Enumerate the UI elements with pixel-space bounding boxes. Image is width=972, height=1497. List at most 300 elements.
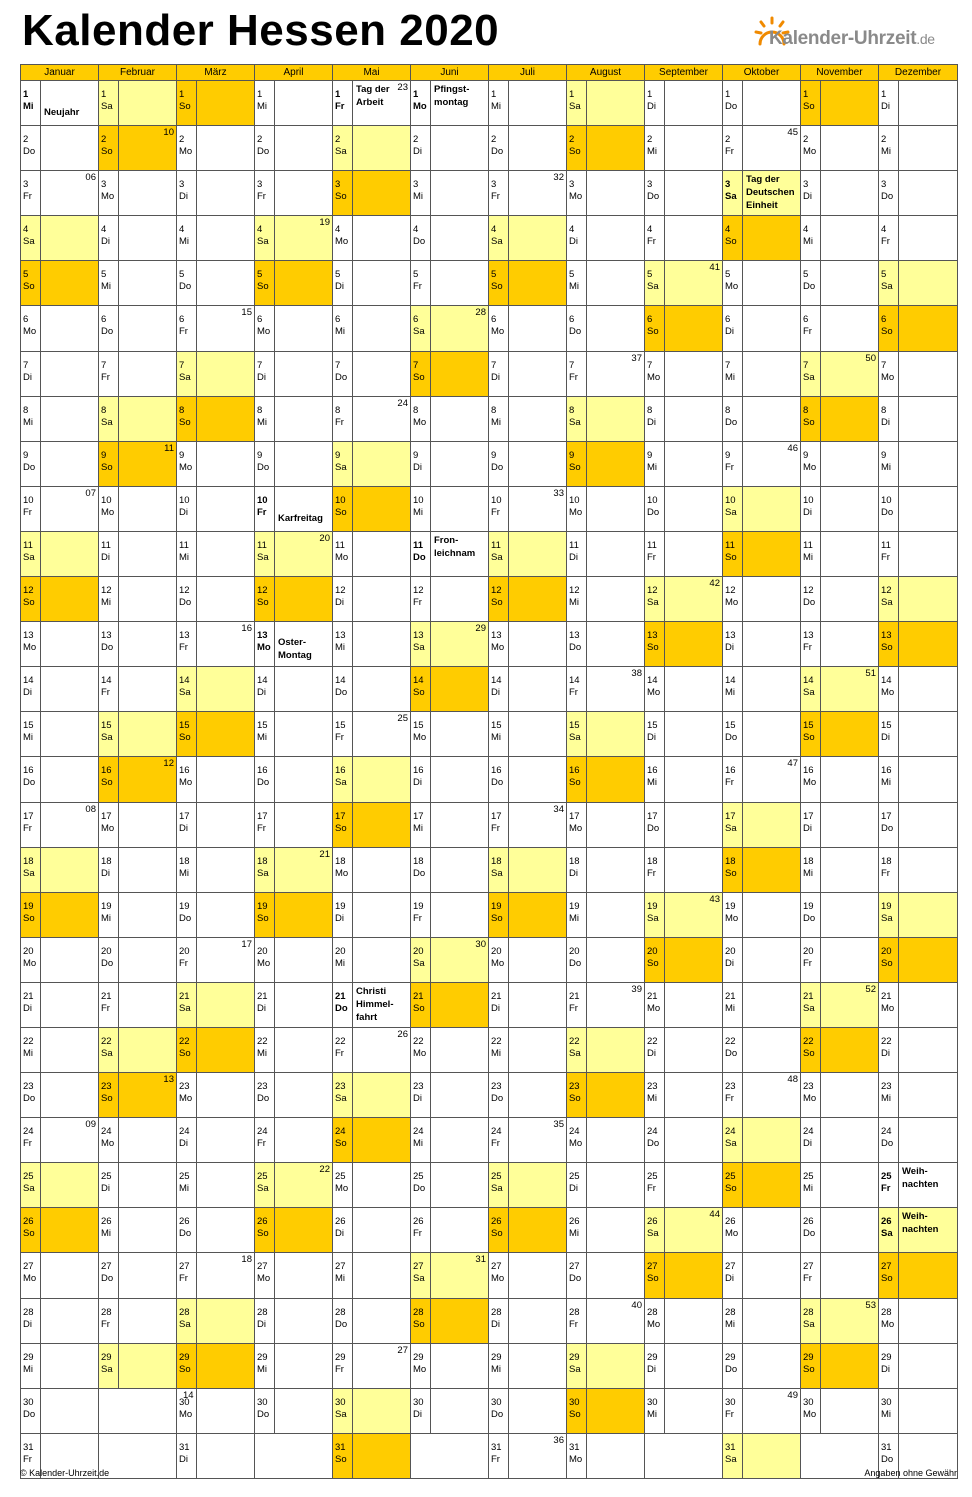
week-number: 37	[631, 352, 642, 364]
day-number: 20	[491, 945, 502, 957]
week-number: 44	[709, 1209, 720, 1221]
weekday-label: Do	[23, 461, 36, 473]
day-number: 7	[335, 359, 341, 371]
weekday-label: Fr	[413, 1228, 422, 1240]
day-number: 9	[725, 449, 731, 461]
day-number: 19	[413, 900, 424, 912]
day-cell	[255, 1433, 333, 1478]
day-cell	[411, 1163, 489, 1208]
weekday-label: Fr	[881, 867, 890, 879]
day-cell	[879, 441, 958, 486]
day-number: 4	[413, 224, 419, 236]
month-header: November	[801, 65, 879, 81]
day-cell	[21, 261, 99, 306]
day-number: 23	[179, 1081, 190, 1093]
day-number: 3	[257, 179, 263, 191]
day-cell	[177, 1343, 255, 1388]
day-cell	[177, 126, 255, 171]
day-cell	[723, 622, 801, 667]
day-number: 5	[803, 269, 809, 281]
day-cell	[255, 622, 333, 667]
day-number: 5	[725, 269, 731, 281]
day-number: 22	[179, 1035, 190, 1047]
day-cell	[801, 1118, 879, 1163]
day-number: 29	[335, 1351, 346, 1363]
day-number: 10	[881, 494, 892, 506]
holiday-name: Karfreitag	[278, 512, 323, 524]
day-cell	[21, 171, 99, 216]
weekday-label: Fr	[491, 822, 500, 834]
weekday-label: Mi	[179, 551, 190, 563]
day-number: 13	[491, 630, 502, 642]
weekday-label: Fr	[335, 101, 345, 112]
weekday-label: Fr	[803, 642, 812, 654]
week-number: 11	[164, 442, 174, 454]
day-cell	[411, 1118, 489, 1163]
weekday-label: Di	[101, 551, 110, 563]
day-number: 21	[569, 990, 580, 1002]
day-number: 3	[569, 179, 575, 191]
week-number: 48	[787, 1074, 798, 1086]
day-number: 1	[569, 89, 575, 100]
day-cell	[645, 667, 723, 712]
day-number: 1	[101, 89, 107, 100]
weekday-label: Di	[413, 1093, 422, 1105]
day-cell	[723, 937, 801, 982]
day-cell	[489, 892, 567, 937]
weekday-label: Di	[725, 326, 734, 338]
day-number: 20	[257, 945, 268, 957]
day-row	[21, 622, 958, 667]
weekday-label: Mo	[335, 236, 349, 248]
weekday-label: Mi	[725, 1002, 736, 1014]
day-number: 17	[491, 810, 502, 822]
week-number: 45	[787, 127, 798, 139]
day-cell	[177, 667, 255, 712]
weekday-label: Sa	[803, 1318, 815, 1330]
day-number: 7	[881, 359, 887, 371]
day-cell	[723, 1163, 801, 1208]
weekday-label: Sa	[413, 1273, 425, 1285]
day-cell	[489, 1388, 567, 1433]
day-number: 16	[23, 765, 34, 777]
day-cell	[333, 892, 411, 937]
day-cell	[255, 802, 333, 847]
weekday-label: Mo	[647, 1002, 661, 1014]
day-cell	[255, 1118, 333, 1163]
day-cell	[411, 1433, 489, 1478]
weekday-label: Do	[335, 687, 348, 699]
weekday-label: Di	[335, 597, 344, 609]
week-number: 09	[85, 1119, 96, 1131]
weekday-label: Mo	[413, 732, 427, 744]
weekday-label: Sa	[23, 236, 35, 248]
day-cell	[723, 1073, 801, 1118]
day-row	[21, 892, 958, 937]
day-number: 25	[569, 1171, 580, 1183]
weekday-label: So	[803, 732, 815, 744]
day-number: 14	[101, 675, 112, 687]
day-cell	[645, 712, 723, 757]
day-number: 11	[803, 539, 813, 551]
day-number: 10	[413, 494, 424, 506]
weekday-label: Do	[257, 1093, 270, 1105]
day-cell	[333, 1118, 411, 1163]
weekday-label: Mo	[569, 1453, 583, 1465]
weekday-label: So	[179, 416, 191, 428]
day-number: 13	[803, 630, 814, 642]
day-number: 6	[803, 314, 809, 326]
weekday-label: Mi	[257, 1047, 268, 1059]
weekday-label: Di	[803, 1138, 812, 1150]
weekday-label: Mo	[647, 687, 661, 699]
day-cell	[489, 171, 567, 216]
day-number: 4	[881, 224, 887, 236]
weekday-label: So	[647, 642, 659, 654]
weekday-label: Fr	[647, 551, 656, 563]
day-number: 24	[647, 1126, 658, 1138]
weekday-label: Di	[725, 1273, 734, 1285]
day-number: 5	[101, 269, 107, 281]
weekday-label: Sa	[413, 326, 425, 338]
weekday-label: Mi	[491, 101, 502, 112]
day-number: 9	[335, 449, 341, 461]
day-number: 12	[803, 585, 814, 597]
weekday-label: So	[491, 597, 503, 609]
day-number: 23	[803, 1081, 814, 1093]
weekday-label: Fr	[491, 506, 500, 518]
day-cell	[489, 396, 567, 441]
day-cell	[723, 712, 801, 757]
week-number: 22	[319, 1164, 330, 1176]
weekday-label: Mi	[179, 236, 190, 248]
day-number: 13	[569, 630, 580, 642]
day-cell	[99, 757, 177, 802]
weekday-label: So	[569, 146, 581, 158]
day-cell	[21, 81, 99, 126]
day-cell	[801, 757, 879, 802]
weekday-label: Mo	[569, 1138, 583, 1150]
day-cell	[645, 441, 723, 486]
weekday-label: Mi	[803, 867, 814, 879]
day-number: 24	[569, 1126, 580, 1138]
day-cell	[177, 261, 255, 306]
day-cell	[411, 216, 489, 261]
day-number: 29	[725, 1351, 736, 1363]
weekday-label: Fr	[179, 957, 188, 969]
day-cell	[723, 126, 801, 171]
logo[interactable]	[752, 14, 962, 58]
weekday-label: Mi	[23, 1047, 34, 1059]
week-number: 20	[319, 532, 330, 544]
day-cell	[255, 81, 333, 126]
day-cell	[333, 847, 411, 892]
weekday-label: Mi	[179, 1183, 190, 1195]
weekday-label: Mo	[725, 597, 739, 609]
weekday-label: Di	[335, 912, 344, 924]
calendar-table	[20, 64, 958, 1479]
weekday-label: So	[23, 1228, 35, 1240]
day-number: 23	[881, 1081, 892, 1093]
day-number: 17	[647, 810, 658, 822]
day-number: 4	[725, 224, 731, 236]
day-number: 8	[569, 404, 575, 416]
weekday-label: Sa	[179, 1318, 191, 1330]
weekday-label: Di	[569, 867, 578, 879]
day-number: 6	[647, 314, 653, 326]
day-cell	[333, 667, 411, 712]
day-number: 30	[335, 1396, 346, 1408]
weekday-label: Mo	[23, 326, 37, 338]
weekday-label: Fr	[491, 1453, 500, 1465]
day-number: 30	[725, 1396, 736, 1408]
weekday-label: Di	[179, 191, 188, 203]
weekday-label: So	[569, 1408, 581, 1420]
day-cell	[801, 306, 879, 351]
day-cell	[723, 802, 801, 847]
day-cell	[489, 486, 567, 531]
day-number: 4	[647, 224, 653, 236]
weekday-label: Mo	[491, 1273, 505, 1285]
day-number: 23	[569, 1081, 580, 1093]
weekday-label: So	[725, 867, 737, 879]
weekday-label: Sa	[725, 1138, 737, 1150]
day-number: 21	[179, 990, 190, 1002]
weekday-label: Di	[23, 1002, 32, 1014]
day-number: 27	[413, 1261, 424, 1273]
day-number: 27	[491, 1261, 502, 1273]
day-number: 16	[725, 765, 736, 777]
weekday-label: Di	[647, 416, 656, 428]
day-cell	[645, 1208, 723, 1253]
week-number: 41	[709, 262, 720, 274]
weekday-label: Mi	[413, 822, 424, 834]
day-cell	[723, 1253, 801, 1298]
day-number: 1	[803, 89, 809, 100]
weekday-label: Di	[647, 1047, 656, 1059]
day-number: 11	[101, 539, 111, 551]
weekday-label: Mi	[803, 236, 814, 248]
day-cell	[879, 1073, 958, 1118]
week-number: 16	[241, 623, 252, 635]
weekday-label: So	[101, 777, 113, 789]
day-cell	[411, 486, 489, 531]
day-number: 10	[23, 494, 34, 506]
day-number: 30	[413, 1396, 424, 1408]
weekday-label: Do	[257, 461, 270, 473]
weekday-label: Sa	[803, 371, 815, 383]
day-number: 27	[803, 1261, 814, 1273]
day-cell	[333, 1343, 411, 1388]
day-cell	[99, 622, 177, 667]
day-number: 25	[803, 1171, 814, 1183]
weekday-label: Do	[179, 597, 192, 609]
weekday-label: So	[23, 597, 35, 609]
month-header: Oktober	[723, 65, 801, 81]
day-number: 13	[881, 630, 892, 642]
day-cell	[177, 1433, 255, 1478]
day-row	[21, 577, 958, 622]
day-cell	[411, 622, 489, 667]
day-cell	[723, 171, 801, 216]
day-number: 21	[23, 990, 34, 1002]
weekday-label: Sa	[803, 687, 815, 699]
day-row	[21, 1208, 958, 1253]
day-cell	[489, 126, 567, 171]
weekday-label: So	[881, 957, 893, 969]
day-number: 6	[101, 314, 107, 326]
day-cell	[723, 1027, 801, 1072]
weekday-label: Mo	[335, 1183, 349, 1195]
weekday-label: So	[725, 1183, 737, 1195]
day-number: 5	[179, 269, 185, 281]
day-number: 2	[257, 134, 263, 146]
day-number: 20	[881, 945, 892, 957]
weekday-label: Fr	[803, 957, 812, 969]
day-number: 18	[101, 855, 112, 867]
day-cell	[645, 1253, 723, 1298]
weekday-label: Do	[647, 506, 660, 518]
day-cell	[21, 982, 99, 1027]
day-number: 6	[413, 314, 419, 326]
day-number: 20	[179, 945, 190, 957]
day-number: 3	[491, 179, 497, 191]
day-cell	[411, 171, 489, 216]
day-cell	[879, 1027, 958, 1072]
day-row	[21, 171, 958, 216]
day-number: 10	[335, 494, 346, 506]
day-row	[21, 1118, 958, 1163]
day-number: 4	[491, 224, 497, 236]
day-number: 6	[491, 314, 497, 326]
day-row	[21, 216, 958, 261]
day-number: 18	[803, 855, 814, 867]
day-number: 12	[335, 585, 346, 597]
weekday-label: So	[179, 1363, 191, 1375]
day-cell	[489, 441, 567, 486]
weekday-label: Do	[491, 461, 504, 473]
day-cell	[567, 306, 645, 351]
day-cell	[21, 1253, 99, 1298]
day-cell	[567, 757, 645, 802]
weekday-label: Di	[413, 461, 422, 473]
weekday-label: Mi	[101, 912, 112, 924]
day-number: 19	[179, 900, 190, 912]
day-number: 24	[881, 1126, 892, 1138]
weekday-label: So	[647, 326, 659, 338]
weekday-label: Mi	[881, 461, 892, 473]
day-number: 21	[335, 990, 346, 1002]
day-cell	[99, 1027, 177, 1072]
weekday-label: Mi	[803, 551, 814, 563]
weekday-label: Fr	[23, 1138, 32, 1150]
weekday-label: Di	[413, 777, 422, 789]
day-number: 2	[179, 134, 185, 146]
weekday-label: Do	[725, 1363, 738, 1375]
day-number: 30	[23, 1396, 34, 1408]
day-cell	[879, 126, 958, 171]
day-number: 27	[335, 1261, 346, 1273]
weekday-label: Mo	[803, 1408, 817, 1420]
footer-copyright[interactable]: © Kalender-Uhrzeit.de	[20, 1468, 110, 1478]
day-cell	[879, 1118, 958, 1163]
day-row	[21, 1433, 958, 1478]
weekday-label: Mi	[23, 1363, 34, 1375]
day-cell	[255, 126, 333, 171]
day-number: 10	[569, 494, 580, 506]
weekday-label: Mi	[491, 732, 502, 744]
weekday-label: Sa	[101, 732, 113, 744]
weekday-label: Di	[725, 957, 734, 969]
day-cell	[177, 712, 255, 757]
weekday-label: Mo	[335, 551, 349, 563]
day-cell	[99, 441, 177, 486]
day-number: 18	[491, 855, 502, 867]
weekday-label: Mi	[569, 281, 580, 293]
day-cell	[333, 441, 411, 486]
day-number: 15	[491, 720, 502, 732]
day-cell	[645, 1118, 723, 1163]
weekday-label: Do	[881, 191, 894, 203]
weekday-label: Sa	[647, 1228, 659, 1240]
weekday-label: Di	[491, 1002, 500, 1014]
day-cell	[723, 1298, 801, 1343]
weekday-label: Sa	[101, 101, 113, 112]
day-cell	[645, 577, 723, 622]
week-number: 27	[397, 1344, 408, 1356]
week-number: 06	[85, 172, 96, 184]
day-cell	[255, 982, 333, 1027]
weekday-label: Fr	[101, 371, 110, 383]
weekday-label: Mi	[257, 1363, 268, 1375]
weekday-label: Mo	[491, 957, 505, 969]
day-number: 3	[101, 179, 107, 191]
day-number: 25	[101, 1171, 112, 1183]
day-cell	[411, 847, 489, 892]
week-number: 52	[865, 983, 876, 995]
day-cell	[489, 1163, 567, 1208]
weekday-label: Fr	[569, 371, 578, 383]
weekday-label: Do	[881, 822, 894, 834]
weekday-label: So	[413, 371, 425, 383]
day-cell	[567, 261, 645, 306]
day-cell	[801, 486, 879, 531]
day-number: 29	[413, 1351, 424, 1363]
weekday-label: Fr	[413, 281, 422, 293]
day-cell	[255, 396, 333, 441]
weekday-label: Mo	[413, 416, 427, 428]
week-number: 18	[241, 1254, 252, 1266]
week-number: 53	[865, 1299, 876, 1311]
day-cell	[99, 261, 177, 306]
weekday-label: Di	[881, 101, 890, 112]
day-cell	[723, 261, 801, 306]
day-cell	[21, 1027, 99, 1072]
day-cell	[21, 396, 99, 441]
weekday-label: Di	[257, 1318, 266, 1330]
weekday-label: Do	[881, 1138, 894, 1150]
day-number: 22	[647, 1035, 658, 1047]
day-cell	[333, 171, 411, 216]
day-number: 12	[23, 585, 34, 597]
day-cell	[801, 937, 879, 982]
day-cell	[411, 802, 489, 847]
day-row	[21, 937, 958, 982]
weekday-label: Fr	[179, 326, 188, 338]
week-number: 51	[865, 668, 876, 680]
day-cell	[411, 126, 489, 171]
weekday-label: Do	[179, 1228, 192, 1240]
